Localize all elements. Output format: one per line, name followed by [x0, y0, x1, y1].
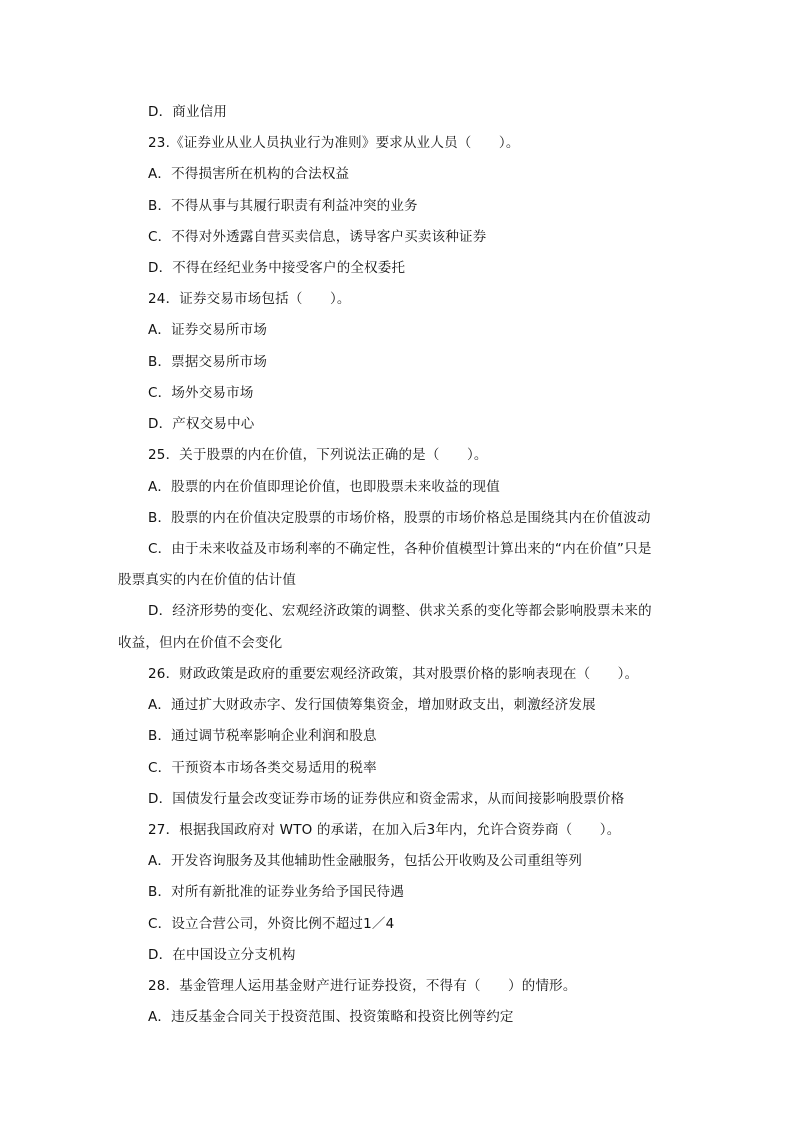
option-25-a: A．股票的内在价值即理论价值，也即股票未来收益的现值: [148, 479, 500, 495]
question-27: 27．根据我国政府对 WTO 的承诺，在加入后3年内，允许合资券商（ ）。: [148, 822, 621, 838]
question-24: 24．证券交易市场包括（ ）。: [148, 291, 351, 307]
option-28-a: A．违反基金合同关于投资范围、投资策略和投资比例等约定: [148, 1009, 514, 1025]
option-27-d: D．在中国设立分支机构: [148, 947, 296, 963]
question-28: 28．基金管理人运用基金财产进行证券投资，不得有（ ）的情形。: [148, 978, 577, 994]
option-24-a: A．证券交易所市场: [148, 322, 268, 338]
option-27-b: B．对所有新批准的证券业务给予国民待遇: [148, 884, 405, 900]
option-25-b: B．股票的内在价值决定股票的市场价格，股票的市场价格总是围绕其内在价值波动: [148, 510, 651, 526]
question-26: 26．财政政策是政府的重要宏观经济政策，其对股票价格的影响表现在（ ）。: [148, 666, 639, 682]
option-22-d: D．商业信用: [148, 104, 228, 120]
option-25-d-continued: 收益，但内在价值不会变化: [118, 635, 283, 651]
option-26-c: C．干预资本市场各类交易适用的税率: [148, 760, 377, 776]
option-23-d: D．不得在经纪业务中接受客户的全权委托: [148, 260, 406, 276]
option-25-d: D．经济形势的变化、宏观经济政策的调整、供求关系的变化等都会影响股票未来的: [148, 603, 652, 619]
option-23-a: A．不得损害所在机构的合法权益: [148, 166, 350, 182]
option-24-c: C．场外交易市场: [148, 385, 254, 401]
option-25-c: C．由于未来收益及市场利率的不确定性，各种价值模型计算出来的“内在价值”只是: [148, 541, 652, 557]
option-24-d: D．产权交易中心: [148, 416, 255, 432]
option-27-a: A．开发咨询服务及其他辅助性金融服务，包括公开收购及公司重组等列: [148, 853, 583, 869]
option-26-a: A．通过扩大财政赤字、发行国债筹集资金，增加财政支出，刺激经济发展: [148, 697, 596, 713]
option-23-b: B．不得从事与其履行职责有利益冲突的业务: [148, 198, 418, 214]
option-25-c-continued: 股票真实的内在价值的估计值: [118, 572, 297, 588]
question-25: 25．关于股票的内在价值，下列说法正确的是（ ）。: [148, 447, 488, 463]
option-24-b: B．票据交易所市场: [148, 354, 268, 370]
question-23: 23.《证券业从业人员执业行为准则》要求从业人员（ ）。: [148, 135, 520, 151]
option-27-c: C．设立合营公司，外资比例不超过1／4: [148, 916, 395, 932]
option-26-d: D．国债发行量会改变证券市场的证券供应和资金需求，从而间接影响股票价格: [148, 791, 625, 807]
option-26-b: B．通过调节税率影响企业利润和股息: [148, 728, 377, 744]
option-23-c: C．不得对外透露自营买卖信息，诱导客户买卖该种证券: [148, 229, 487, 245]
